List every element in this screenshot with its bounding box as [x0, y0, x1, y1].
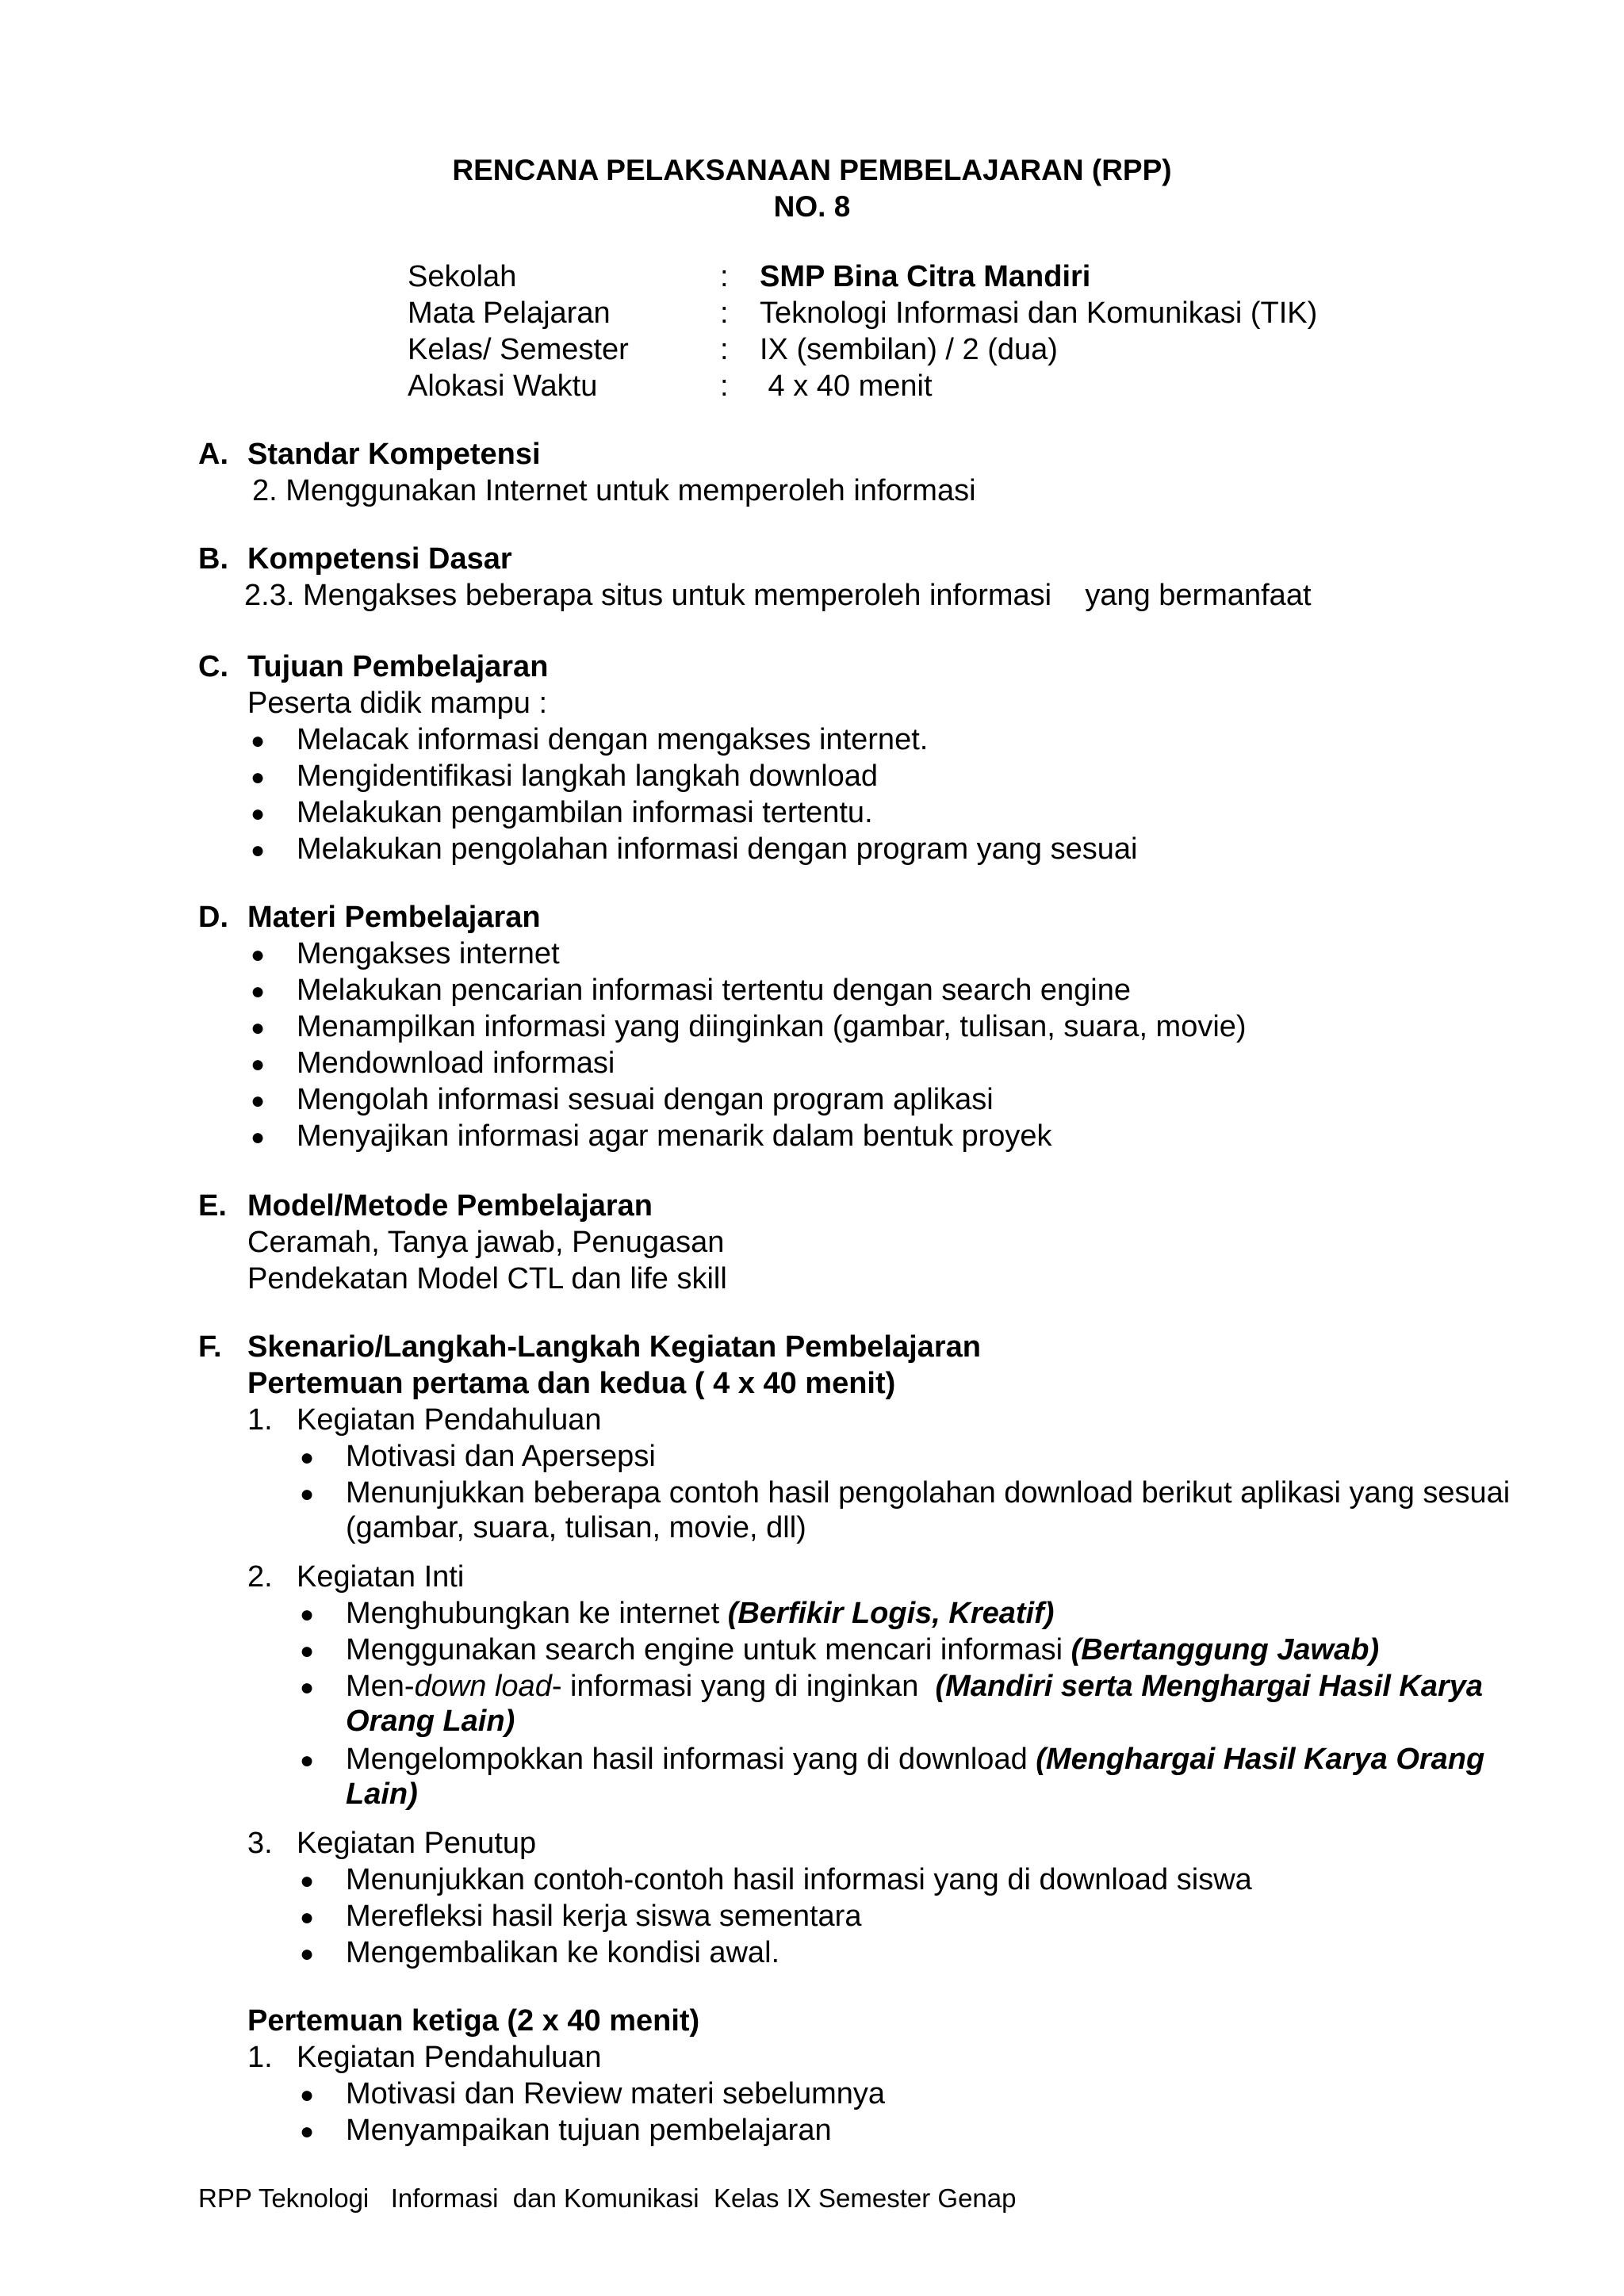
identity-value-subject: Teknologi Informasi dan Komunikasi (TIK) [760, 297, 1318, 330]
section-e-line: Ceramah, Tanya jawab, Penugasan [247, 1226, 725, 1259]
section-a-text: 2. Menggunakan Internet untuk memperoleh informasi [252, 474, 976, 507]
identity-label-subject: Mata Pelajaran [408, 297, 611, 330]
bullet-icon: ● [300, 1868, 315, 1894]
document-number: NO. 8 [773, 190, 851, 223]
section-e-line: Pendekatan Model CTL dan life skill [247, 1262, 727, 1295]
list-item: Motivasi dan Review materi sebelumnya [346, 2077, 886, 2110]
section-b-text: 2.3. Mengakses beberapa situs untuk memperoleh informasi yang bermanfaat [244, 579, 1312, 612]
section-b-letter: B. [198, 542, 228, 576]
bullet-icon: ● [251, 1051, 266, 1077]
bullet-icon: ● [300, 1601, 315, 1628]
section-f-letter: F. [198, 1330, 222, 1364]
section-b-heading: Kompetensi Dasar [247, 542, 512, 576]
bullet-icon: ● [251, 1088, 266, 1114]
list-item: Menunjukkan contoh-contoh hasil informasi yang di download siswa [346, 1863, 1252, 1896]
list-item: Mengembalikan ke kondisi awal. [346, 1936, 780, 1969]
list-item: Melakukan pengolahan informasi dengan program yang sesuai [297, 832, 1138, 866]
step-label: Kegiatan Inti [297, 1560, 465, 1594]
bullet-icon: ● [300, 2082, 315, 2108]
section-f-heading: Skenario/Langkah-Langkah Kegiatan Pembelajaran [247, 1330, 981, 1364]
list-item: Melakukan pencarian informasi tertentu dengan search engine [297, 974, 1131, 1007]
list-item: Melacak informasi dengan mengakses internet. [297, 723, 929, 756]
bullet-icon: ● [300, 1481, 315, 1507]
section-a-letter: A. [198, 438, 228, 471]
identity-colon: : [720, 260, 729, 293]
list-item: Menghubungkan ke internet (Berfikir Logis, Kreatif) [346, 1597, 1055, 1630]
list-item: Melakukan pengambilan informasi tertentu. [297, 796, 873, 829]
bullet-icon: ● [300, 1747, 315, 1774]
list-item: Mengelompokkan hasil informasi yang di download (Menghargai Hasil Karya Orang [346, 1743, 1485, 1776]
list-item: Mengolah informasi sesuai dengan program aplikasi [297, 1083, 994, 1116]
identity-colon: : [720, 333, 729, 366]
list-item-continuation: Orang Lain) [346, 1705, 515, 1738]
meeting-heading: Pertemuan pertama dan kedua ( 4 x 40 menit) [247, 1367, 896, 1400]
list-item-continuation: (gambar, suara, tulisan, movie, dll) [346, 1511, 806, 1544]
section-c-intro: Peserta didik mampu : [247, 687, 548, 720]
section-c-heading: Tujuan Pembelajaran [247, 650, 549, 683]
step-label: Kegiatan Pendahuluan [297, 1403, 602, 1437]
list-item-continuation: Lain) [346, 1777, 418, 1811]
list-item: Mengakses internet [297, 937, 560, 970]
step-number: 2. [247, 1560, 273, 1594]
list-item: Mengidentifikasi langkah langkah download [297, 760, 879, 793]
step-label: Kegiatan Penutup [297, 1827, 537, 1860]
section-d-letter: D. [198, 901, 228, 934]
section-d-heading: Materi Pembelajaran [247, 901, 541, 934]
bullet-icon: ● [300, 1904, 315, 1931]
bullet-icon: ● [251, 1015, 266, 1041]
list-item: Men-down load- informasi yang di inginkan (Mandiri serta Menghargai Hasil Karya [346, 1670, 1484, 1703]
list-item: Mendownload informasi [297, 1047, 615, 1080]
bullet-icon: ● [251, 942, 266, 968]
page-footer: RPP Teknologi Informasi dan Komunikasi Kelas IX Semester Genap [198, 2183, 1017, 2213]
identity-value-class: IX (sembilan) / 2 (dua) [760, 333, 1058, 366]
list-item: Menyampaikan tujuan pembelajaran [346, 2114, 832, 2147]
bullet-icon: ● [300, 1941, 315, 1967]
step-label: Kegiatan Pendahuluan [297, 2041, 602, 2074]
list-item: Menggunakan search engine untuk mencari informasi (Bertanggung Jawab) [346, 1633, 1380, 1667]
section-a-heading: Standar Kompetensi [247, 438, 541, 471]
meeting-heading: Pertemuan ketiga (2 x 40 menit) [247, 2004, 700, 2038]
identity-value-time: 4 x 40 menit [760, 369, 933, 403]
list-item: Menyajikan informasi agar menarik dalam bentuk proyek [297, 1119, 1052, 1153]
step-number: 1. [247, 2041, 273, 2074]
step-number: 1. [247, 1403, 273, 1437]
identity-colon: : [720, 297, 729, 330]
identity-colon: : [720, 369, 729, 403]
section-c-letter: C. [198, 650, 228, 683]
bullet-icon: ● [300, 1445, 315, 1471]
bullet-icon: ● [251, 837, 266, 863]
step-number: 3. [247, 1827, 273, 1860]
bullet-icon: ● [251, 764, 266, 790]
identity-label-class: Kelas/ Semester [408, 333, 629, 366]
section-e-heading: Model/Metode Pembelajaran [247, 1189, 653, 1223]
bullet-icon: ● [251, 728, 266, 754]
identity-value-school: SMP Bina Citra Mandiri [760, 260, 1091, 293]
section-e-letter: E. [198, 1189, 227, 1223]
bullet-icon: ● [300, 2118, 315, 2145]
list-item: Menampilkan informasi yang diinginkan (gambar, tulisan, suara, movie) [297, 1010, 1247, 1043]
identity-label-school: Sekolah [408, 260, 517, 293]
bullet-icon: ● [251, 1124, 266, 1150]
bullet-icon: ● [300, 1674, 315, 1701]
bullet-icon: ● [251, 801, 266, 827]
list-item: Motivasi dan Apersepsi [346, 1440, 656, 1473]
list-item: Merefleksi hasil kerja siswa sementara [346, 1900, 862, 1933]
list-item: Menunjukkan beberapa contoh hasil pengolahan download berikut aplikasi yang sesuai [346, 1476, 1511, 1510]
identity-label-time: Alokasi Waktu [408, 369, 598, 403]
bullet-icon: ● [251, 978, 266, 1004]
document-title: RENCANA PELAKSANAAN PEMBELAJARAN (RPP) [452, 154, 1172, 186]
bullet-icon: ● [300, 1638, 315, 1664]
